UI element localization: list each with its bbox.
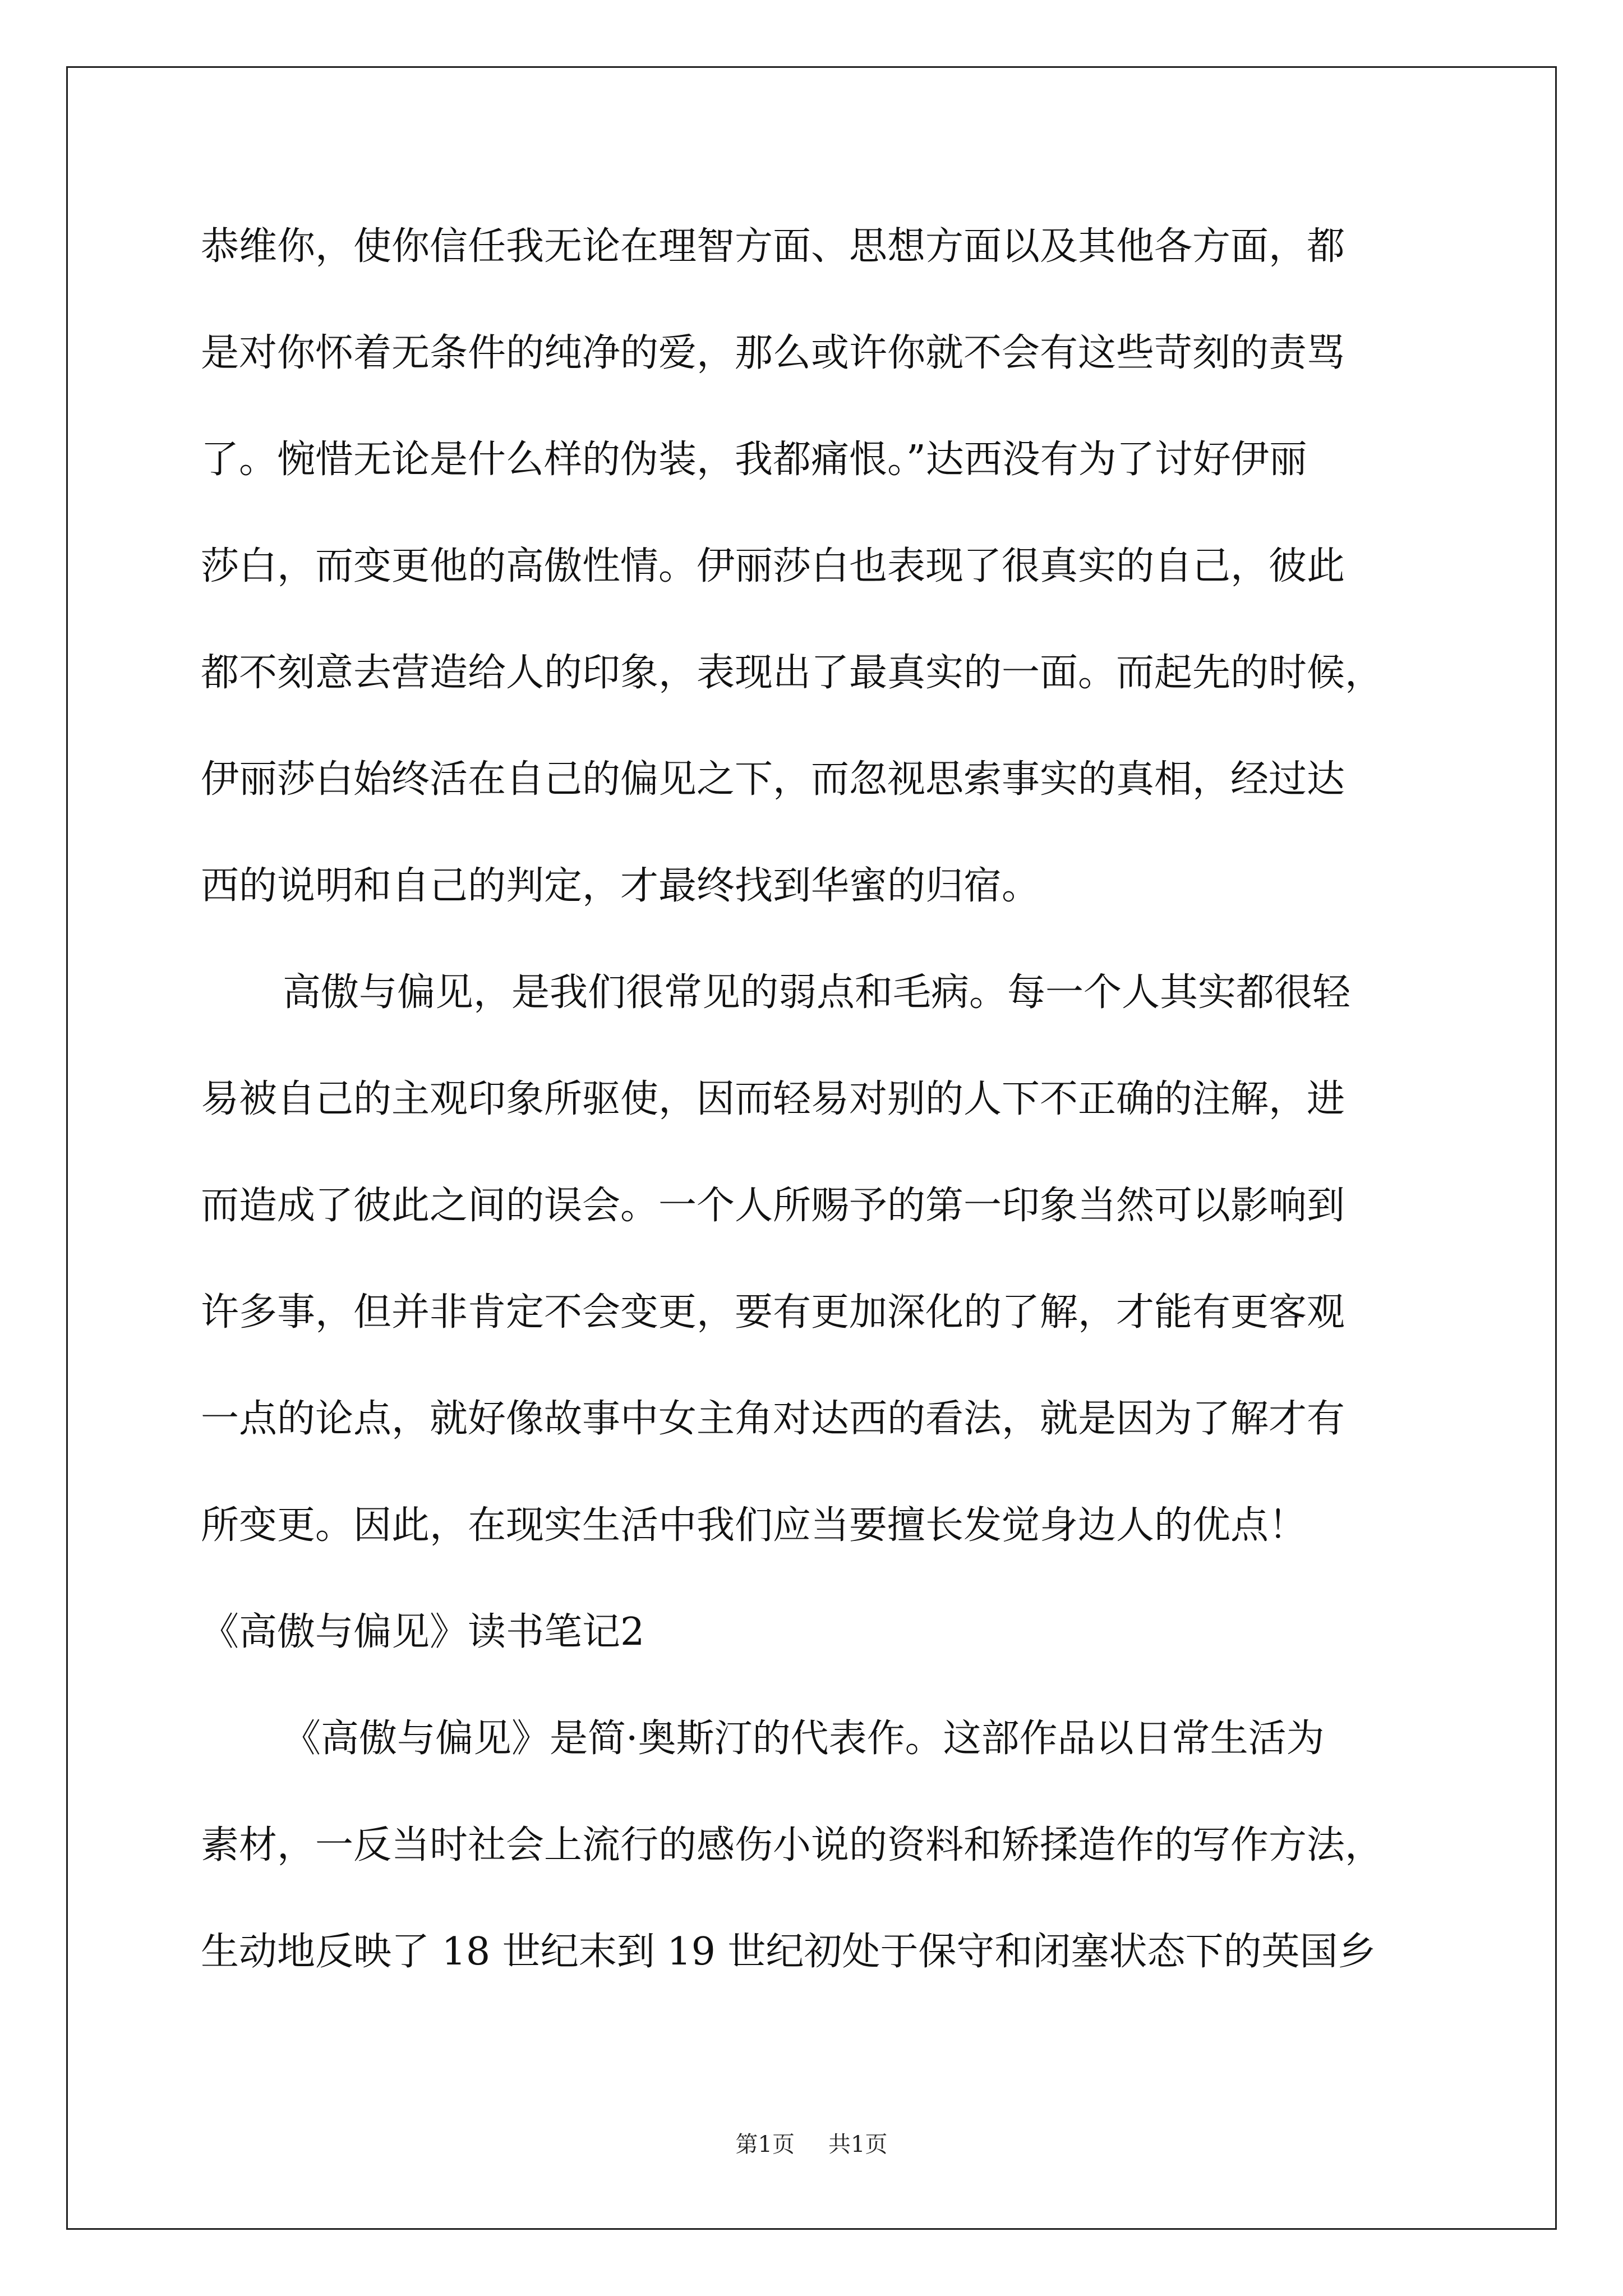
text-line: 而造成了彼此之间的误会。一个人所赐予的第一印象当然可以影响到 xyxy=(201,1184,1345,1228)
document-body xyxy=(201,219,1429,2031)
text-line: 素材，一反当时社会上流行的感伤小说的资料和矫揉造作的写作方法， xyxy=(201,1823,1384,1867)
text-line: 西的说明和自己的判定，才最终找到华蜜的归宿。 xyxy=(201,864,1040,908)
text-line: 许多事，但并非肯定不会变更，要有更加深化的了解，才能有更客观 xyxy=(201,1290,1345,1335)
page-number: 第1页 xyxy=(735,2132,795,2157)
paragraph-start-line: 高傲与偏见，是我们很常见的弱点和毛病。每一个人其实都很轻 xyxy=(283,970,1351,1015)
text-line: 一点的论点，就好像故事中女主角对达西的看法，就是因为了解才有 xyxy=(201,1397,1345,1441)
section-heading: 《高傲与偏见》读书笔记2 xyxy=(201,1610,645,1654)
page-total: 共1页 xyxy=(828,2132,888,2157)
text-line: 伊丽莎白始终活在自己的偏见之下，而忽视思索事实的真相，经过达 xyxy=(201,757,1345,802)
text-line: 是对你怀着无条件的纯净的爱，那么或许你就不会有这些苛刻的责骂 xyxy=(201,331,1345,375)
text-line: 易被自己的主观印象所驱使，因而轻易对别的人下不正确的注解，进 xyxy=(201,1077,1345,1121)
page-footer xyxy=(0,2131,1623,2159)
paragraph-start-line: 《高傲与偏见》是简·奥斯汀的代表作。这部作品以日常生活为 xyxy=(283,1717,1325,1761)
text-line: 所变更。因此，在现实生活中我们应当要擅长发觉身边人的优点！ xyxy=(201,1503,1307,1548)
text-line: 生动地反映了 18 世纪末到 19 世纪初处于保守和闭塞状态下的英国乡 xyxy=(201,1930,1376,1974)
text-line: 了。惋惜无论是什么样的伪装，我都痛恨。”达西没有为了讨好伊丽 xyxy=(201,438,1307,482)
text-line: 都不刻意去营造给人的印象，表现出了最真实的一面。而起先的时候， xyxy=(201,651,1384,695)
text-line: 莎白，而变更他的高傲性情。伊丽莎白也表现了很真实的自己，彼此 xyxy=(201,544,1345,588)
text-line: 恭维你，使你信任我无论在理智方面、思想方面以及其他各方面，都 xyxy=(201,224,1345,269)
